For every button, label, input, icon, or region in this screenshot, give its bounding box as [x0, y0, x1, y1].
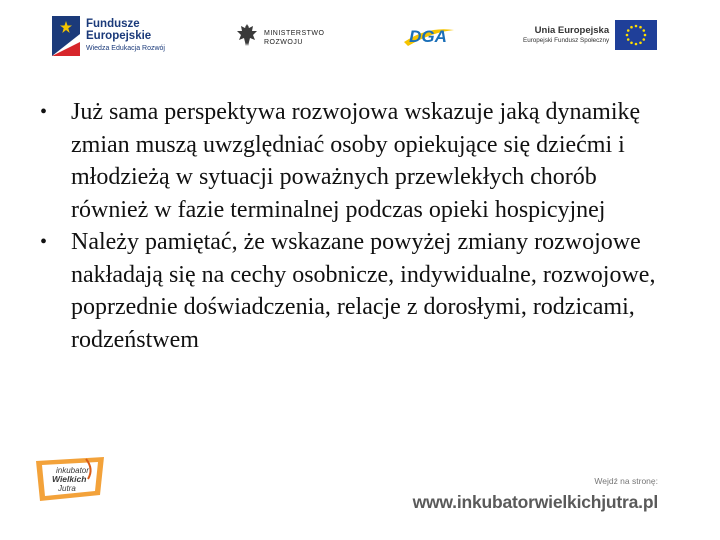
eu-star-icon: [644, 34, 647, 37]
eu-title: Unia Europejska: [534, 25, 610, 36]
bullet-text: Już sama perspektywa rozwojowa wskazuje jaką dynamikę zmian muszą uwzględniać osoby opiekujące się dziećmi i młodzieżą w sytuacji poważnych przewlekłych chorób również w fazie terminalnej podczas opieki hospicyjnej: [71, 99, 641, 223]
footer-link: [413, 476, 658, 513]
bullet-text: Należy pamiętać, że wskazane powyżej zmiany rozwojowe nakładają się na cechy osobnicze, indywidualne, rozwojowe, poprzednie doświadczenia, relacje z dorosłymi, rodzicami, rodzeństwem: [71, 229, 656, 353]
eu-subtitle: Europejski Fundusz Społeczny: [523, 37, 610, 44]
eu-star-icon: [627, 29, 630, 32]
fe-title-line1: Fundusze: [86, 18, 140, 30]
eu-star-icon: [627, 38, 630, 41]
dga-label: DGA: [409, 27, 447, 46]
fundusze-europejskie-logo: [52, 14, 165, 58]
slide-content: [40, 96, 680, 356]
eu-star-icon: [626, 34, 629, 37]
ministry-line1: MINISTERSTWO: [264, 29, 325, 37]
eu-star-icon: [639, 41, 642, 44]
footer-logo-line2: Wielkich: [52, 474, 87, 484]
bullet-marker: •: [40, 101, 48, 123]
ministerstwo-rozwoju-logo: [236, 22, 324, 53]
bullet-item: [40, 96, 680, 226]
eu-star-icon: [630, 26, 633, 29]
eu-star-icon: [630, 41, 633, 44]
eu-star-icon: [643, 29, 646, 32]
footer-logo-line1: inkubator: [56, 466, 89, 475]
eu-flag-icon: [615, 20, 657, 50]
polish-eagle-icon: [236, 22, 258, 53]
fe-flag-icon: [52, 16, 80, 56]
eu-star-icon: [639, 26, 642, 29]
ministry-line2: ROZWOJU: [264, 38, 303, 46]
fe-subtitle: Wiedza Edukacja Rozwój: [86, 45, 165, 52]
dga-logo: [398, 20, 458, 50]
fe-title-line2: Europejskie: [86, 30, 152, 42]
eu-star-icon: [643, 38, 646, 41]
bullet-item: [40, 226, 680, 356]
unia-europejska-logo: [523, 20, 657, 50]
eu-star-icon: [635, 25, 638, 28]
footer-logo-line3: Jutra: [58, 484, 76, 493]
footer-url-link[interactable]: www.inkubatorwielkichjutra.pl: [412, 492, 658, 512]
inkubator-wielkich-jutra-logo: [34, 455, 110, 505]
footer-caption: Wejdź na stronę:: [594, 476, 658, 486]
eu-star-icon: [635, 43, 638, 46]
bullet-marker: •: [40, 231, 48, 253]
logo-bar: [0, 0, 720, 70]
